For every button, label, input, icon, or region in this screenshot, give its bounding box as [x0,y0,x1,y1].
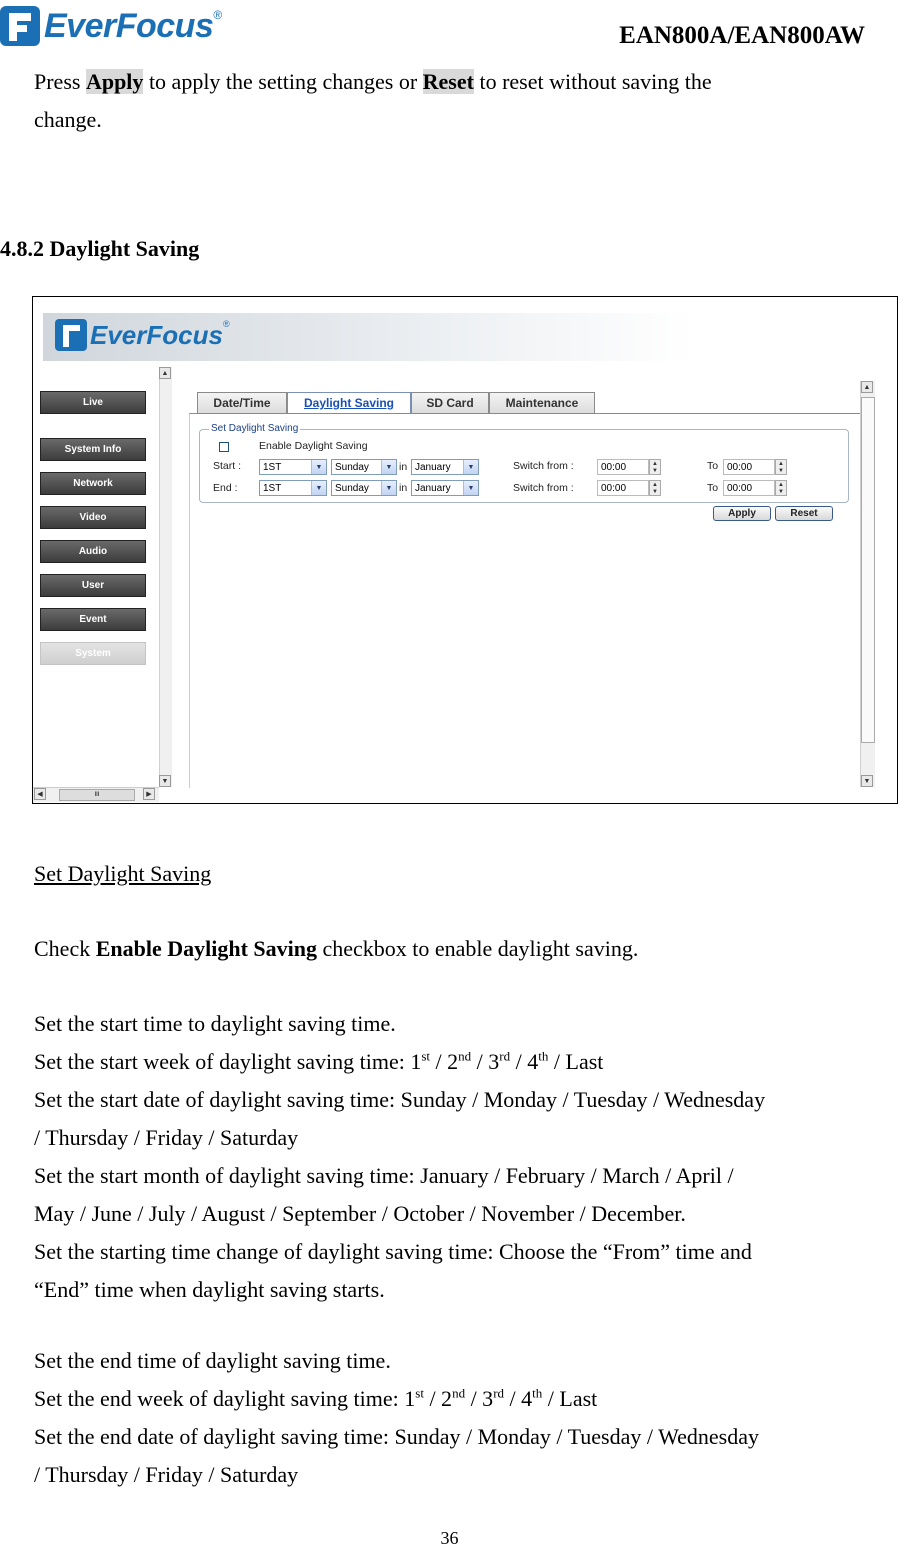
start-switch-label: Switch from : [513,460,574,472]
enable-daylight-saving-checkbox[interactable] [219,442,229,452]
nav-audio-button[interactable]: Audio [40,540,146,563]
spinner-icon[interactable]: ▲ ▼ [775,459,787,475]
tab-daylight-saving[interactable]: Daylight Saving [287,392,411,413]
intro-paragraph: Press Apply to apply the setting changes or Reset to reset without saving the change. [34,69,712,132]
everfocus-logo-icon [0,6,40,46]
daylight-saving-screenshot [32,296,898,804]
start-to-label: To [707,460,719,472]
page-number: 36 [440,1528,459,1548]
logo-text: EverFocus [44,6,214,45]
chevron-down-icon: ▼ [381,481,396,495]
start-label: Start : [213,460,242,472]
nav-system-button[interactable]: System [40,642,146,665]
scroll-up-icon[interactable]: ▲ [159,367,171,379]
end-to-label: To [707,482,719,494]
start-week-select[interactable]: 1ST ▼ [259,459,327,475]
scroll-down-icon[interactable]: ▼ [159,775,171,787]
nav-event-button[interactable]: Event [40,608,146,631]
reset-term: Reset [422,69,474,94]
scroll-up-icon[interactable]: ▲ [861,381,873,393]
start-to-time-input[interactable]: 00:00 [723,459,775,475]
spinner-icon[interactable]: ▲ ▼ [649,480,661,496]
logo-registered-mark: ® [213,8,223,22]
nav-user-button[interactable]: User [40,574,146,597]
apply-button[interactable]: Apply [713,506,771,521]
nav-network-button[interactable]: Network [40,472,146,495]
nav-system-info-button[interactable]: System Info [40,438,146,461]
tab-date-time[interactable]: Date/Time [197,392,287,413]
everfocus-logo [0,2,222,50]
everfocus-logo-icon [55,319,87,351]
start-paragraph: Set the start time to daylight saving time. Set the start week of daylight saving time: 1st / 2nd / 3rd / 4th / Last Set the start date of daylight saving time: Sunday / Monday / Tuesday / Wednesday / Thursday / Friday / Saturday Set the start month of daylight saving time: January / February / March / April / May / June / July / August / September / October / November / December. Set the starting time change of daylight saving time: Choose the “From” time and “End” time when daylight saving starts. [34,1011,766,1302]
chevron-down-icon: ▼ [311,481,326,495]
start-day-select[interactable]: Sunday ▼ [331,459,397,475]
end-paragraph: Set the end time of daylight saving time. Set the end week of daylight saving time: 1st / 2nd / 3rd / 4th / Last Set the end date of daylight saving time: Sunday / Monday / Tuesday / Wednesday / Thursday / Friday / Saturday [34,1348,759,1487]
section-title: 4.8.2 Daylight Saving [0,236,200,261]
fieldset-legend: Set Daylight Saving [211,423,299,434]
chevron-down-icon: ▼ [311,460,326,474]
tab-sd-card[interactable]: SD Card [411,392,489,413]
end-day-select[interactable]: Sunday ▼ [331,480,397,496]
chevron-down-icon: ▼ [463,460,478,474]
spinner-icon[interactable]: ▲ ▼ [649,459,661,475]
check-paragraph: Check Enable Daylight Saving checkbox to enable daylight saving. [34,936,639,961]
enable-daylight-saving-label: Enable Daylight Saving [259,440,368,452]
scroll-left-icon[interactable]: ◀ [34,788,46,800]
start-month-select[interactable]: January ▼ [411,459,479,475]
tab-maintenance[interactable]: Maintenance [489,392,595,413]
scroll-down-icon[interactable]: ▼ [861,775,873,787]
nav-video-button[interactable]: Video [40,506,146,529]
end-week-select[interactable]: 1ST ▼ [259,480,327,496]
screenshot-logo: EverFocus ® [55,319,230,351]
scroll-right-icon[interactable]: ▶ [143,788,155,800]
in-label: in [399,461,408,473]
spinner-icon[interactable]: ▲ ▼ [775,480,787,496]
start-from-time-input[interactable]: 00:00 [597,459,649,475]
subheading: Set Daylight Saving [34,861,212,886]
end-to-time-input[interactable]: 00:00 [723,480,775,496]
apply-term: Apply [85,69,144,94]
nav-vertical-scrollbar[interactable] [159,367,172,787]
nav-live-button[interactable]: Live [40,391,146,414]
content-scroll-thumb[interactable] [861,397,875,743]
end-label: End : [213,482,238,494]
scroll-thumb[interactable]: III [59,789,135,801]
model-number: EAN800A/EAN800AW [619,22,865,49]
in-label: in [399,482,408,494]
reset-button[interactable]: Reset [775,506,833,521]
chevron-down-icon: ▼ [381,460,396,474]
chevron-down-icon: ▼ [463,481,478,495]
end-from-time-input[interactable]: 00:00 [597,480,649,496]
end-switch-label: Switch from : [513,482,574,494]
end-month-select[interactable]: January ▼ [411,480,479,496]
